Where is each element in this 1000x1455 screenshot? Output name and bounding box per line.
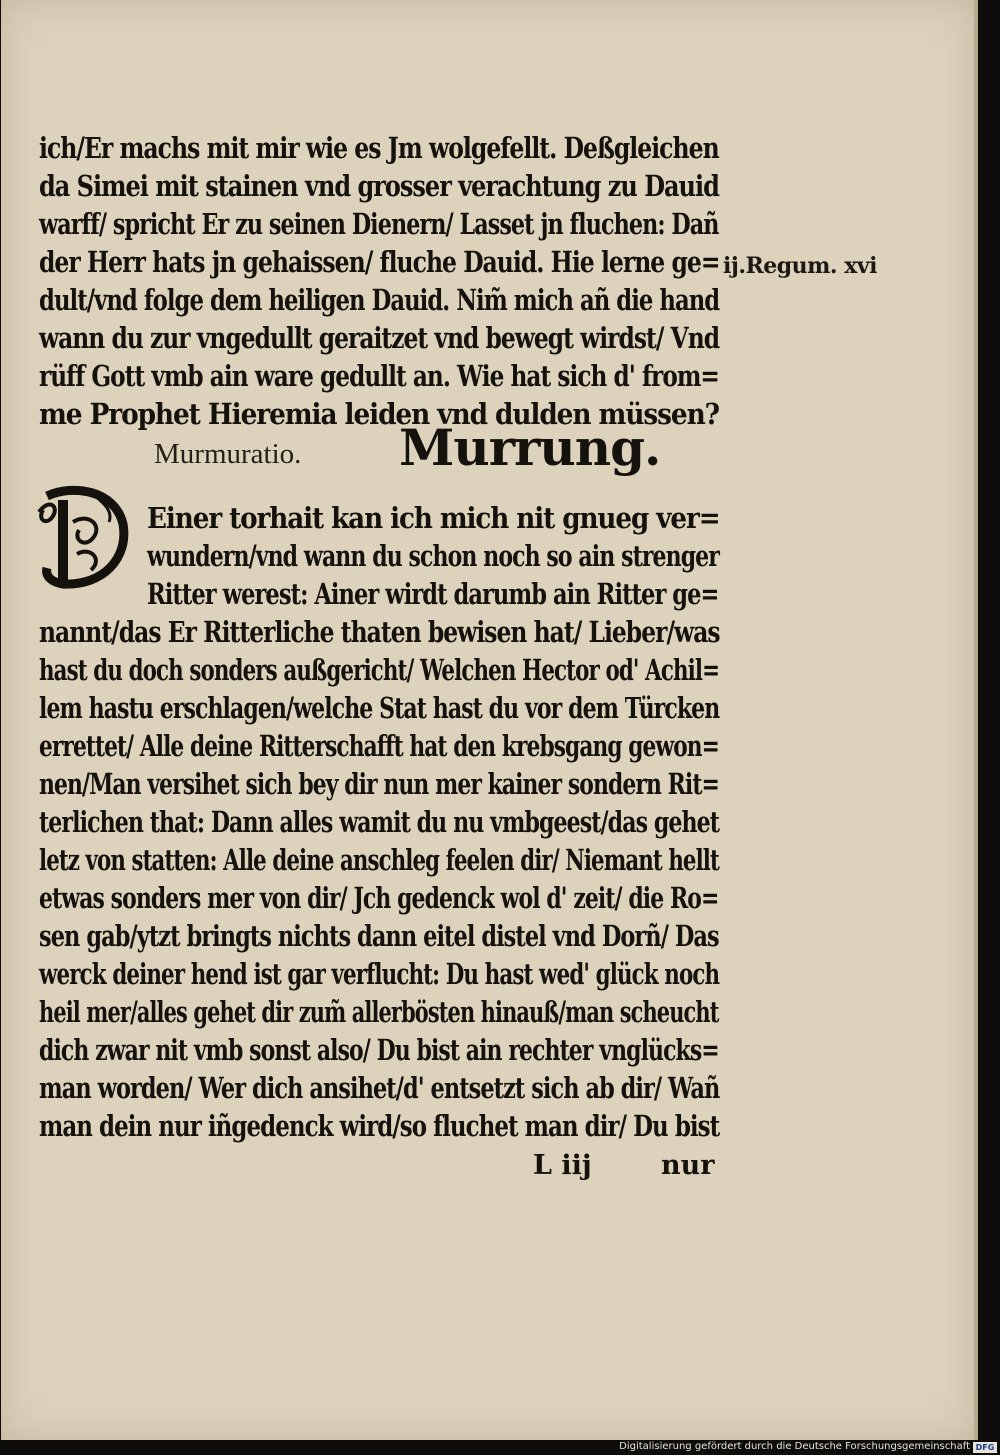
footer-bar xyxy=(0,1440,1000,1455)
text-line: Einer torhait kan ich mich nit gnueg ver= xyxy=(147,501,720,535)
dfg-logo-icon: DFG xyxy=(973,1442,997,1453)
text-line: man worden/ Wer dich ansihet/d' entsetzt sich ab dir/ Wañ xyxy=(39,1071,720,1105)
text-line: hast du doch sonders außgericht/ Welchen Hector od' Achil= xyxy=(39,653,720,687)
text-line: man dein nur iñgedenck wird/so fluchet man dir/ Du bist xyxy=(39,1109,720,1143)
text-line: letz von statten: Alle deine anschleg feelen dir/ Niemant hellt xyxy=(39,843,719,877)
text-line: me Prophet Hieremia leiden vnd dulden müssen? xyxy=(39,397,720,431)
funding-credit: Digitalisierung gefördert durch die Deutsche Forschungsgemeinschaft xyxy=(619,1441,970,1452)
text-line: rüff Gott vmb ain ware gedullt an. Wie hat sich d' from= xyxy=(39,359,719,393)
text-line: wundern/vnd wann du schon noch so ain strenger xyxy=(147,539,719,573)
text-line: errettet/ Alle deine Ritterschafft hat den krebsgang gewon= xyxy=(39,729,719,763)
text-line: da Simei mit stainen vnd grosser verachtung zu Dauid xyxy=(39,169,719,203)
text-line: ich/Er machs mit mir wie es Jm wolgefellt. Deßgleichen xyxy=(39,131,719,165)
decorated-initial-icon xyxy=(33,482,133,592)
page-edge xyxy=(974,0,978,1440)
catchword: nur xyxy=(661,1150,715,1181)
section-heading: Murrung. xyxy=(399,418,661,477)
text-line: heil mer/alles gehet dir zum̃ allerbösten hinauß/man scheucht xyxy=(39,995,719,1029)
text-line: nen/Man versihet sich bey dir nun mer kainer sondern Rit= xyxy=(39,767,719,801)
signature-mark: L iij xyxy=(533,1150,592,1181)
text-line: dich zwar nit vmb sonst also/ Du bist ain rechter vnglücks= xyxy=(39,1033,719,1067)
text-line: terlichen that: Dann alles wamit du nu vmbgeest/das gehet xyxy=(39,805,720,839)
margin-reference: ij.Regum. xvi xyxy=(723,253,877,279)
text-line: werck deiner hend ist gar verflucht: Du hast wed' glück noch xyxy=(39,957,720,991)
text-line: der Herr hats jn gehaissen/ fluche Dauid. Hie lerne ge= xyxy=(39,245,720,279)
text-line: wann du zur vngedullt geraitzet vnd bewegt wirdst/ Vnd xyxy=(39,321,720,355)
text-line: warff/ spricht Er zu seinen Dienern/ Lasset jn fluchen: Dañ xyxy=(39,207,719,241)
text-line: lem hastu erschlagen/welche Stat hast du vor dem Türcken xyxy=(39,691,720,725)
text-line: etwas sonders mer von dir/ Jch gedenck wol d' zeit/ die Ro= xyxy=(39,881,719,915)
text-line: nannt/das Er Ritterliche thaten bewisen hat/ Lieber/was xyxy=(39,615,720,649)
section-heading-latin: Murmuratio. xyxy=(154,438,302,470)
text-line: Ritter werest: Ainer wirdt darumb ain Ritter ge= xyxy=(147,577,719,611)
book-page xyxy=(1,0,975,1440)
text-line: sen gab/ytzt bringts nichts dann eitel distel vnd Dorñ/ Das xyxy=(39,919,719,953)
text-line: dult/vnd folge dem heiligen Dauid. Nim̃ mich añ die hand xyxy=(39,283,720,317)
